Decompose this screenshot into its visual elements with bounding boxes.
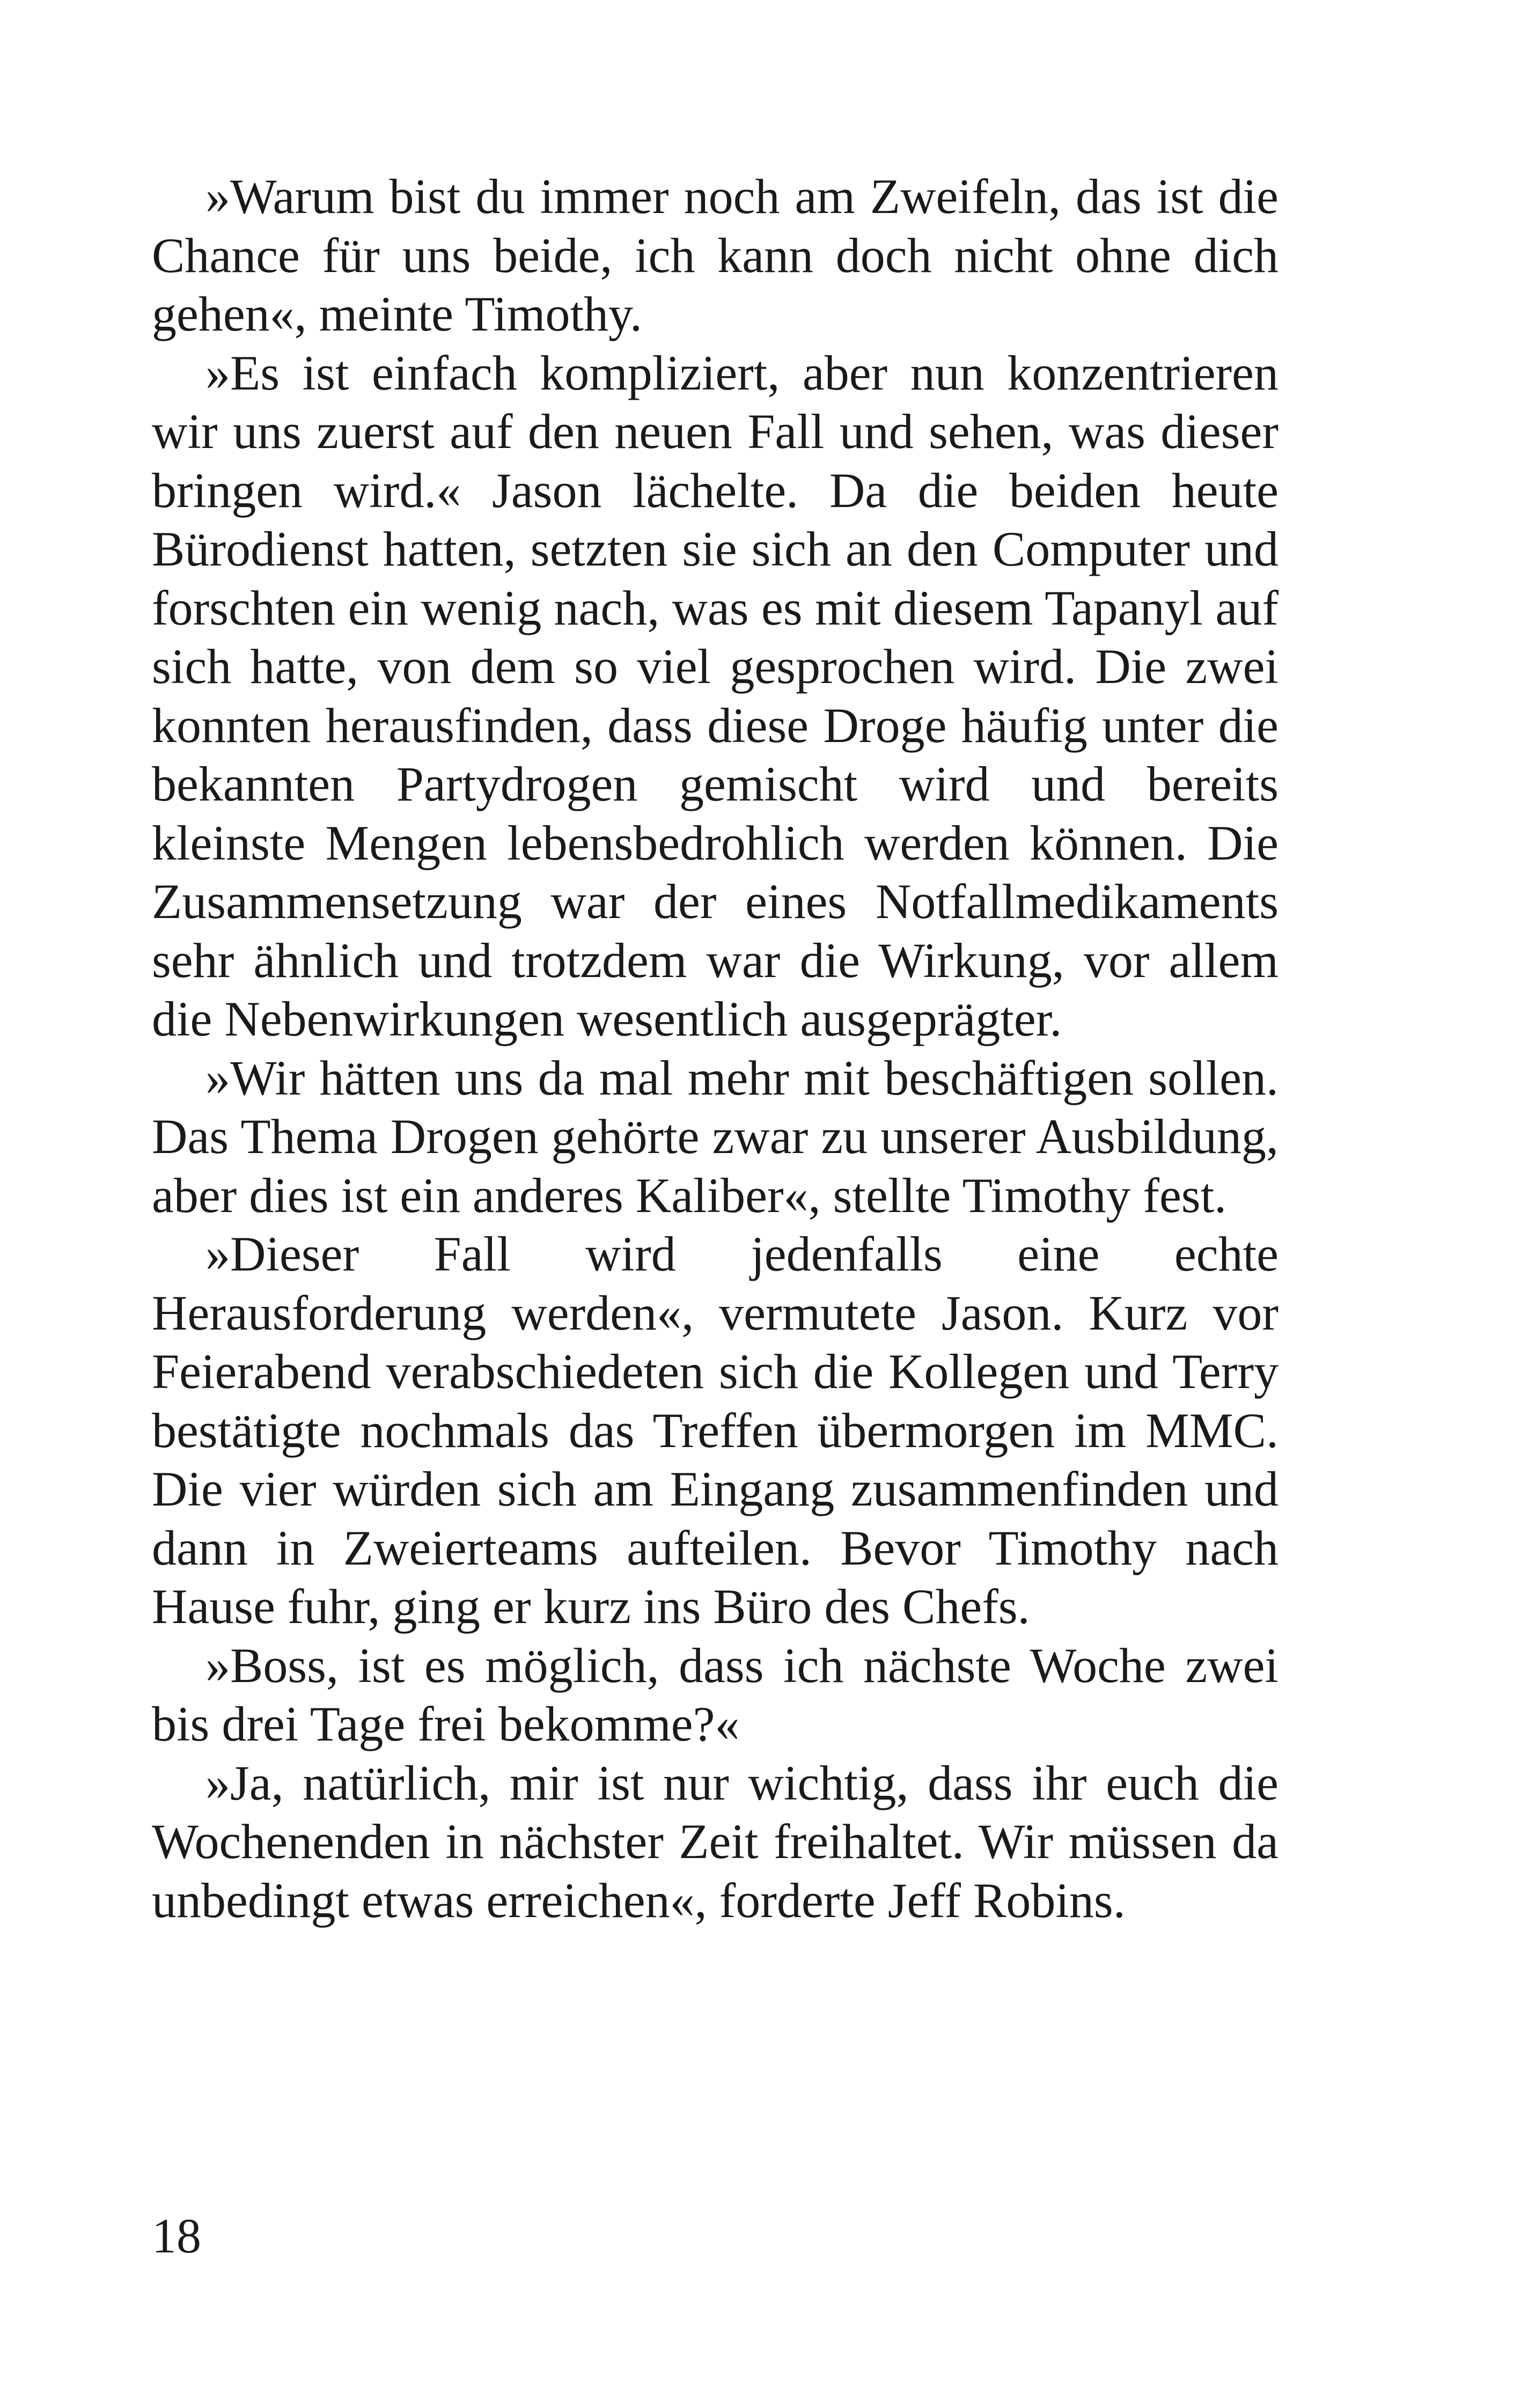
- page-number: 18: [152, 2208, 201, 2263]
- paragraph: »Boss, ist es möglich, dass ich nächste Woche zwei bis drei Tage frei bekomme?«: [152, 1638, 1278, 1751]
- paragraph: »Es ist einfach kompliziert, aber nun konzentrieren wir uns zuerst auf den neuen Fall und sehen, was dieser bringen wird.« Jason lächelte. Da die beiden heute Bürodienst hatten, setzten sie sich an den Computer und forschten ein wenig nach, was es mit diesem Tapanyl auf sich hatte, von dem so viel gesprochen wird. Die zwei konnten herausfinden, dass diese Droge häufig unter die bekannten Partydrogen gemischt wird und bereits kleinste Mengen lebensbedrohlich werden können. Die Zusammensetzung war der eines Notfallmedikaments sehr ähnlich und trotzdem war die Wirkung, vor allem die Nebenwirkungen wesentlich ausgeprägter.: [152, 345, 1278, 1046]
- paragraph: »Dieser Fall wird jedenfalls eine echte Herausforderung werden«, vermutete Jason. Kurz vor Feierabend verabschiedeten sich die Kollegen und Terry bestätigte nochmals das Treffen übermorgen im MMC. Die vier würden sich am Eingang zusammenfinden und dann in Zweierteams aufteilen. Bevor Timothy nach Hause fuhr, ging er kurz ins Büro des Chefs.: [152, 1227, 1278, 1634]
- paragraph: »Ja, natürlich, mir ist nur wichtig, dass ihr euch die Wochenenden in nächster Zeit freihaltet. Wir müssen da unbedingt etwas erreichen«, forderte Jeff Robins.: [152, 1755, 1278, 1928]
- body-text: [152, 167, 1278, 1930]
- paragraph: »Warum bist du immer noch am Zweifeln, das ist die Chance für uns beide, ich kann doch nicht ohne dich gehen«, meinte Timothy.: [152, 169, 1278, 341]
- paragraph: »Wir hätten uns da mal mehr mit beschäftigen sollen. Das Thema Drogen gehörte zwar zu unserer Ausbildung, aber dies ist ein anderes Kaliber«, stellte Timothy fest.: [152, 1050, 1278, 1223]
